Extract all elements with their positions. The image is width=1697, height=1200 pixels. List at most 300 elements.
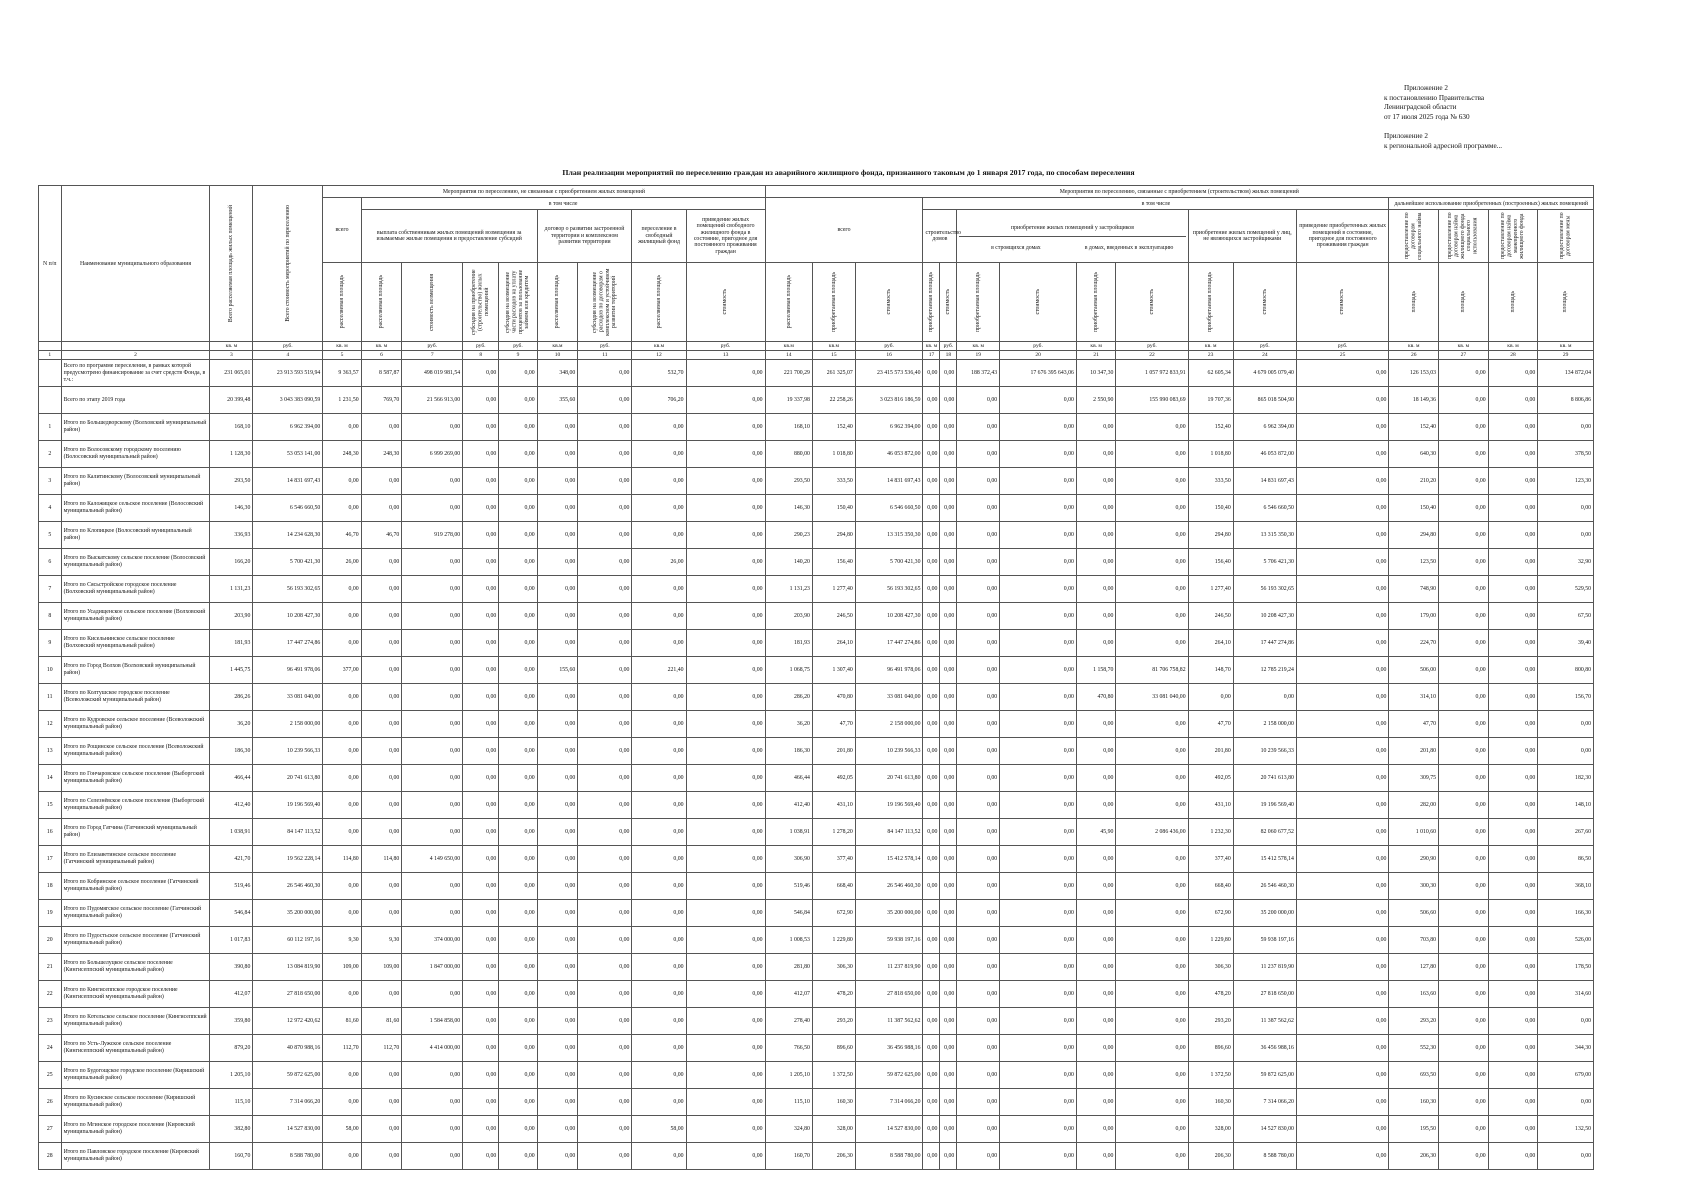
value-cell: 0,00 [1116, 1062, 1188, 1089]
value-cell: 0,00 [578, 711, 632, 738]
value-cell: 0,00 [463, 927, 499, 954]
value-cell: 1 128,30 [210, 441, 253, 468]
value-cell: 377,00 [323, 657, 361, 684]
row-number: 18 [39, 873, 62, 900]
value-cell: 0,00 [537, 900, 578, 927]
value-cell: 0,00 [686, 414, 765, 441]
value-cell: 26,00 [632, 549, 686, 576]
municipality-name: Итого по Город Волхов (Волховский муниципальный район) [61, 657, 210, 684]
unit-cell: руб. [578, 342, 632, 351]
row-number: 14 [39, 765, 62, 792]
value-cell: 1 205,10 [210, 1062, 253, 1089]
value-cell: 150,40 [1188, 495, 1233, 522]
value-cell: 294,80 [1188, 522, 1233, 549]
value-cell: 703,80 [1389, 927, 1439, 954]
value-cell: 123,30 [1538, 468, 1594, 495]
value-cell: 0,00 [1076, 1062, 1115, 1089]
column-number-cell: 3 [210, 351, 253, 360]
value-cell: 168,10 [210, 414, 253, 441]
value-cell: 0,00 [361, 1143, 402, 1170]
value-cell: 6 962 394,00 [1233, 414, 1296, 441]
value-cell: 0,00 [923, 684, 940, 711]
value-cell: 0,00 [323, 414, 361, 441]
value-cell: 0,00 [1076, 873, 1115, 900]
value-cell: 377,40 [1188, 846, 1233, 873]
value-cell: 26 546 460,30 [855, 873, 923, 900]
unit-cell: руб. [253, 342, 323, 351]
value-cell: 0,00 [686, 765, 765, 792]
value-cell: 109,00 [323, 954, 361, 981]
value-cell: 206,30 [812, 1143, 855, 1170]
value-cell: 0,00 [578, 549, 632, 576]
municipality-name: Итого по Калитинскому (Волосовский муниципальный район) [61, 468, 210, 495]
value-cell: 14 527 830,00 [253, 1116, 323, 1143]
value-cell: 0,00 [957, 657, 1000, 684]
value-cell: 6 546 660,50 [1233, 495, 1296, 522]
value-cell: 0,00 [499, 1008, 537, 1035]
unit-cell: кв. м [1188, 342, 1233, 351]
value-cell: 36 456 988,16 [855, 1035, 923, 1062]
value-cell: 0,00 [463, 1089, 499, 1116]
value-cell: 0,00 [578, 738, 632, 765]
value-cell: 0,00 [1488, 1089, 1538, 1116]
value-cell: 0,00 [1000, 387, 1077, 414]
header-leaf-cell: приобретаемая площадь [923, 263, 940, 342]
value-cell: 17 447 274,86 [855, 630, 923, 657]
resettlement-plan-table [38, 185, 1594, 1170]
value-cell: 59 938 197,16 [855, 927, 923, 954]
value-cell: 0,00 [1439, 954, 1489, 981]
table-row [39, 900, 1594, 927]
header-leaf-cell: субсидия на возмещение расходов по договорам о комплексном и устойчивом развитии территорий [578, 263, 632, 342]
value-cell: 10 239 566,33 [1233, 738, 1296, 765]
value-cell: 0,00 [940, 441, 957, 468]
value-cell: 13 315 350,30 [1233, 522, 1296, 549]
value-cell: 0,00 [940, 765, 957, 792]
value-cell: 150,40 [1389, 495, 1439, 522]
value-cell: 0,00 [1116, 900, 1188, 927]
value-cell: 19 562 228,14 [253, 846, 323, 873]
value-cell: 19 196 569,40 [253, 792, 323, 819]
value-cell: 0,00 [940, 873, 957, 900]
value-cell: 20 399,48 [210, 387, 253, 414]
municipality-name: Всего по этапу 2019 года [61, 387, 210, 414]
value-cell: 0,00 [1488, 927, 1538, 954]
municipality-name: Итого по Котельское сельское поселение (Кингисеппский муниципальный район) [61, 1008, 210, 1035]
value-cell: 1 232,30 [1188, 819, 1233, 846]
value-cell: 1 277,40 [1188, 576, 1233, 603]
value-cell: 0,00 [632, 414, 686, 441]
value-cell: 0,00 [1439, 549, 1489, 576]
value-cell: 0,00 [1000, 549, 1077, 576]
value-cell: 0,00 [1296, 603, 1389, 630]
value-cell: 0,00 [940, 1062, 957, 1089]
value-cell: 0,00 [940, 468, 957, 495]
value-cell: 6 962 394,00 [855, 414, 923, 441]
value-cell: 0,00 [957, 1062, 1000, 1089]
value-cell: 1 131,23 [765, 576, 812, 603]
value-cell: 282,00 [1389, 792, 1439, 819]
value-cell: 0,00 [686, 1008, 765, 1035]
value-cell: 0,00 [499, 603, 537, 630]
value-cell: 231 065,01 [210, 360, 253, 387]
value-cell: 0,00 [463, 900, 499, 927]
value-cell: 0,00 [1076, 522, 1115, 549]
value-cell: 0,00 [940, 792, 957, 819]
value-cell: 1 205,10 [765, 1062, 812, 1089]
value-cell: 0,00 [537, 630, 578, 657]
value-cell: 0,00 [1488, 549, 1538, 576]
value-cell: 0,00 [1116, 549, 1188, 576]
value-cell: 22 258,26 [812, 387, 855, 414]
table-row [39, 603, 1594, 630]
header-row-1 [39, 186, 1594, 198]
header-leaf-cell: стоимость [686, 263, 765, 342]
municipality-name: Итого по Каложицкое сельское поселение (Волосовский муниципальный район) [61, 495, 210, 522]
value-cell: 377,40 [812, 846, 855, 873]
header-purchase-non-developer: приобретение жилых помещений у лиц, не являющихся застройщиками [1188, 210, 1296, 263]
value-cell: 0,00 [940, 495, 957, 522]
value-cell: 11 387 562,62 [1233, 1008, 1296, 1035]
value-cell: 0,00 [537, 1062, 578, 1089]
value-cell: 14 234 628,30 [253, 522, 323, 549]
value-cell: 0,00 [361, 414, 402, 441]
value-cell: 6 999 269,00 [402, 441, 463, 468]
value-cell: 9,30 [323, 927, 361, 954]
value-cell: 0,00 [686, 1143, 765, 1170]
value-cell: 206,30 [1188, 1143, 1233, 1170]
value-cell: 0,00 [537, 846, 578, 873]
header-dev-agreement: договор о развитии застроенной территории и комплексном развитии территории [537, 210, 632, 263]
value-cell: 206,30 [1389, 1143, 1439, 1170]
value-cell: 46 053 872,00 [855, 441, 923, 468]
value-cell: 390,80 [210, 954, 253, 981]
value-cell: 0,00 [402, 1143, 463, 1170]
value-cell: 0,00 [578, 873, 632, 900]
value-cell: 0,00 [402, 576, 463, 603]
value-cell: 1 038,91 [210, 819, 253, 846]
value-cell: 412,07 [765, 981, 812, 1008]
table-row [39, 981, 1594, 1008]
header-leaf-cell: стоимость [1233, 263, 1296, 342]
value-cell: 0,00 [957, 981, 1000, 1008]
value-cell: 0,00 [323, 630, 361, 657]
value-cell: 59 938 197,16 [1233, 927, 1296, 954]
row-number: 22 [39, 981, 62, 1008]
value-cell: 0,00 [1296, 630, 1389, 657]
value-cell: 0,00 [499, 522, 537, 549]
value-cell: 221 700,29 [765, 360, 812, 387]
value-cell: 0,00 [537, 981, 578, 1008]
row-number: 19 [39, 900, 62, 927]
value-cell: 0,00 [1116, 954, 1188, 981]
value-cell: 293,20 [1188, 1008, 1233, 1035]
value-cell: 0,00 [361, 630, 402, 657]
value-cell: 10 208 427,30 [855, 603, 923, 630]
value-cell: 0,00 [1439, 711, 1489, 738]
unit-cell: кв. м [1389, 342, 1439, 351]
value-cell: 0,00 [940, 981, 957, 1008]
value-cell: 8 588 780,00 [855, 1143, 923, 1170]
value-cell: 0,00 [1439, 630, 1489, 657]
table-row [39, 1008, 1594, 1035]
value-cell: 1 017,83 [210, 927, 253, 954]
value-cell: 0,00 [402, 711, 463, 738]
value-cell: 201,80 [1188, 738, 1233, 765]
value-cell: 0,00 [402, 1116, 463, 1143]
municipality-name: Итого по Гончаровское сельское поселение (Выборгский муниципальный район) [61, 765, 210, 792]
value-cell: 26 546 460,30 [253, 873, 323, 900]
value-cell: 0,00 [499, 1089, 537, 1116]
table-row [39, 711, 1594, 738]
value-cell: 0,00 [1488, 468, 1538, 495]
value-cell: 27 818 650,00 [1233, 981, 1296, 1008]
value-cell: 203,90 [765, 603, 812, 630]
value-cell: 0,00 [361, 468, 402, 495]
value-cell: 59 872 625,00 [855, 1062, 923, 1089]
municipality-name: Итого по Кингисеппское городское поселение (Кингисеппский муниципальный район) [61, 981, 210, 1008]
column-number-cell: 4 [253, 351, 323, 360]
value-cell: 0,00 [499, 441, 537, 468]
column-number-cell: 22 [1116, 351, 1188, 360]
unit-cell: кв.м [537, 342, 578, 351]
value-cell: 17 447 274,86 [1233, 630, 1296, 657]
row-number: 24 [39, 1035, 62, 1062]
value-cell: 0,00 [1076, 495, 1115, 522]
value-cell: 155,60 [537, 657, 578, 684]
value-cell: 546,84 [765, 900, 812, 927]
row-number: 4 [39, 495, 62, 522]
header-leaf-cell: расселяемая площадь [323, 263, 361, 342]
column-number-cell: 15 [812, 351, 855, 360]
value-cell: 0,00 [923, 765, 940, 792]
value-cell: 45,90 [1076, 819, 1115, 846]
row-number: 6 [39, 549, 62, 576]
value-cell: 0,00 [463, 873, 499, 900]
value-cell: 0,00 [578, 1062, 632, 1089]
value-cell: 0,00 [1000, 792, 1077, 819]
value-cell: 10 239 566,33 [253, 738, 323, 765]
value-cell: 1 229,80 [1188, 927, 1233, 954]
header-f3: предоставление по договорам найма маневренного жилищного фонда [1488, 210, 1538, 263]
value-cell: 0,00 [1439, 657, 1489, 684]
column-number-cell: 17 [923, 351, 940, 360]
header-leaf-cell: расселяемая площадь [765, 263, 812, 342]
value-cell: 267,60 [1538, 819, 1594, 846]
value-cell: 10 347,30 [1076, 360, 1115, 387]
value-cell: 0,00 [499, 549, 537, 576]
value-cell: 148,70 [1188, 657, 1233, 684]
value-cell: 668,40 [1188, 873, 1233, 900]
value-cell: 0,00 [940, 900, 957, 927]
value-cell: 0,00 [323, 1089, 361, 1116]
value-cell: 0,00 [361, 792, 402, 819]
value-cell: 0,00 [957, 630, 1000, 657]
value-cell: 8 588 780,00 [253, 1143, 323, 1170]
value-cell: 59 872 625,00 [253, 1062, 323, 1089]
value-cell: 0,00 [402, 873, 463, 900]
header-total-cost: Всего стоимость мероприятий по переселению [253, 186, 323, 342]
value-cell: 0,00 [1538, 522, 1594, 549]
appendix-line: к постановлению Правительства [1384, 93, 1485, 102]
value-cell: 0,00 [463, 414, 499, 441]
value-cell: 0,00 [537, 414, 578, 441]
value-cell: 0,00 [632, 603, 686, 630]
value-cell: 0,00 [632, 495, 686, 522]
municipality-name: Итого по Кусинское сельское поселение (Киришский муниципальный район) [61, 1089, 210, 1116]
value-cell: 19 196 569,40 [855, 792, 923, 819]
value-cell: 0,00 [1000, 711, 1077, 738]
value-cell: 0,00 [463, 1062, 499, 1089]
value-cell: 35 200 000,00 [1233, 900, 1296, 927]
value-cell: 115,10 [765, 1089, 812, 1116]
table-row [39, 414, 1594, 441]
value-cell: 0,00 [361, 981, 402, 1008]
value-cell: 281,80 [765, 954, 812, 981]
value-cell: 4 414 000,00 [402, 1035, 463, 1062]
table-row [39, 954, 1594, 981]
value-cell: 919 278,00 [402, 522, 463, 549]
column-number-cell: 2 [61, 351, 210, 360]
value-cell: 478,20 [812, 981, 855, 1008]
value-cell: 0,00 [686, 657, 765, 684]
value-cell: 0,00 [323, 711, 361, 738]
value-cell: 0,00 [1439, 684, 1489, 711]
value-cell: 179,00 [1389, 603, 1439, 630]
value-cell: 0,00 [1296, 468, 1389, 495]
value-cell: 0,00 [957, 792, 1000, 819]
row-number: 27 [39, 1116, 62, 1143]
value-cell: 498 019 981,54 [402, 360, 463, 387]
value-cell: 0,00 [632, 954, 686, 981]
unit-cell: руб. [1296, 342, 1389, 351]
value-cell: 0,00 [361, 495, 402, 522]
header-further-use: дальнейшее использование приобретенных (построенных) жилых помещений [1389, 198, 1594, 210]
value-cell: 0,00 [686, 630, 765, 657]
column-number-cell: 25 [1296, 351, 1389, 360]
value-cell: 115,10 [210, 1089, 253, 1116]
row-number: 9 [39, 630, 62, 657]
value-cell: 0,00 [1488, 1062, 1538, 1089]
value-cell: 0,00 [499, 387, 537, 414]
value-cell: 0,00 [940, 576, 957, 603]
value-cell: 0,00 [323, 1062, 361, 1089]
page-title: План реализации мероприятий по переселению граждан из аварийного жилищного фонда, признанного таковым до 1 января 2017 года, по способам переселения [562, 168, 1135, 177]
unit-cell: руб. [686, 342, 765, 351]
value-cell: 0,00 [323, 684, 361, 711]
value-cell: 0,00 [1000, 468, 1077, 495]
value-cell: 0,00 [1076, 414, 1115, 441]
value-cell: 20 741 613,80 [253, 765, 323, 792]
value-cell: 0,00 [1116, 1035, 1188, 1062]
value-cell: 306,30 [812, 954, 855, 981]
header-leaf-cell: стоимость [1116, 263, 1188, 342]
value-cell: 0,00 [1296, 360, 1389, 387]
value-cell: 0,00 [1076, 603, 1115, 630]
table-row [39, 1035, 1594, 1062]
value-cell: 0,00 [1296, 522, 1389, 549]
value-cell: 0,00 [940, 1008, 957, 1035]
value-cell: 1 278,20 [812, 819, 855, 846]
value-cell: 431,10 [812, 792, 855, 819]
column-number-cell: 13 [686, 351, 765, 360]
value-cell: 36 456 988,16 [1233, 1035, 1296, 1062]
header-vsego-2: всего [765, 198, 923, 263]
value-cell: 0,00 [537, 927, 578, 954]
value-cell: 0,00 [578, 360, 632, 387]
value-cell: 0,00 [632, 873, 686, 900]
value-cell: 0,00 [1488, 954, 1538, 981]
table-row [39, 765, 1594, 792]
value-cell: 181,93 [765, 630, 812, 657]
header-leaf-cell: стоимость [940, 263, 957, 342]
value-cell: 412,40 [210, 792, 253, 819]
value-cell: 0,00 [499, 765, 537, 792]
value-cell: 1 277,40 [812, 576, 855, 603]
unit-cell: кв.м [765, 342, 812, 351]
value-cell: 150,40 [812, 495, 855, 522]
value-cell: 0,00 [923, 414, 940, 441]
value-cell: 0,00 [686, 603, 765, 630]
value-cell: 0,00 [499, 657, 537, 684]
value-cell: 0,00 [323, 738, 361, 765]
value-cell: 0,00 [578, 927, 632, 954]
table-row [39, 873, 1594, 900]
value-cell: 0,00 [499, 819, 537, 846]
value-cell: 1 372,50 [812, 1062, 855, 1089]
value-cell: 0,00 [463, 684, 499, 711]
value-cell: 0,00 [1076, 1008, 1115, 1035]
municipality-name: Итого по Усадищенское сельское поселение (Волховский муниципальный район) [61, 603, 210, 630]
value-cell: 126 153,03 [1389, 360, 1439, 387]
value-cell: 466,44 [765, 765, 812, 792]
value-cell: 160,30 [812, 1089, 855, 1116]
value-cell: 0,00 [323, 873, 361, 900]
value-cell: 0,00 [940, 1143, 957, 1170]
column-number-cell: 14 [765, 351, 812, 360]
value-cell: 195,50 [1389, 1116, 1439, 1143]
header-group-acquired: Мероприятия по переселению, связанные с приобретением (строительством) жилых помещений [765, 186, 1593, 198]
value-cell: 0,00 [537, 684, 578, 711]
value-cell: 0,00 [402, 981, 463, 1008]
value-cell: 0,00 [578, 1035, 632, 1062]
appendix-line: Приложение 2 [1384, 132, 1428, 141]
value-cell: 0,00 [1116, 495, 1188, 522]
value-cell: 0,00 [923, 873, 940, 900]
value-cell: 800,80 [1538, 657, 1594, 684]
value-cell: 0,00 [1488, 792, 1538, 819]
value-cell: 0,00 [957, 1116, 1000, 1143]
table-row [39, 738, 1594, 765]
value-cell: 168,10 [765, 414, 812, 441]
value-cell: 880,00 [765, 441, 812, 468]
unit-cell: кв.м [812, 342, 855, 351]
value-cell: 203,90 [210, 603, 253, 630]
value-cell: 324,80 [765, 1116, 812, 1143]
value-cell: 186,30 [210, 738, 253, 765]
value-cell: 0,00 [923, 900, 940, 927]
unit-cell: руб. [1233, 342, 1296, 351]
value-cell: 0,00 [1000, 603, 1077, 630]
value-cell: 0,00 [361, 603, 402, 630]
value-cell: 0,00 [957, 576, 1000, 603]
value-cell: 0,00 [1116, 873, 1188, 900]
value-cell: 0,00 [1488, 1116, 1538, 1143]
value-cell: 0,00 [957, 684, 1000, 711]
value-cell: 0,00 [686, 792, 765, 819]
municipality-name: Итого по Большедворскому (Волховский муниципальный район) [61, 414, 210, 441]
value-cell: 526,00 [1538, 927, 1594, 954]
